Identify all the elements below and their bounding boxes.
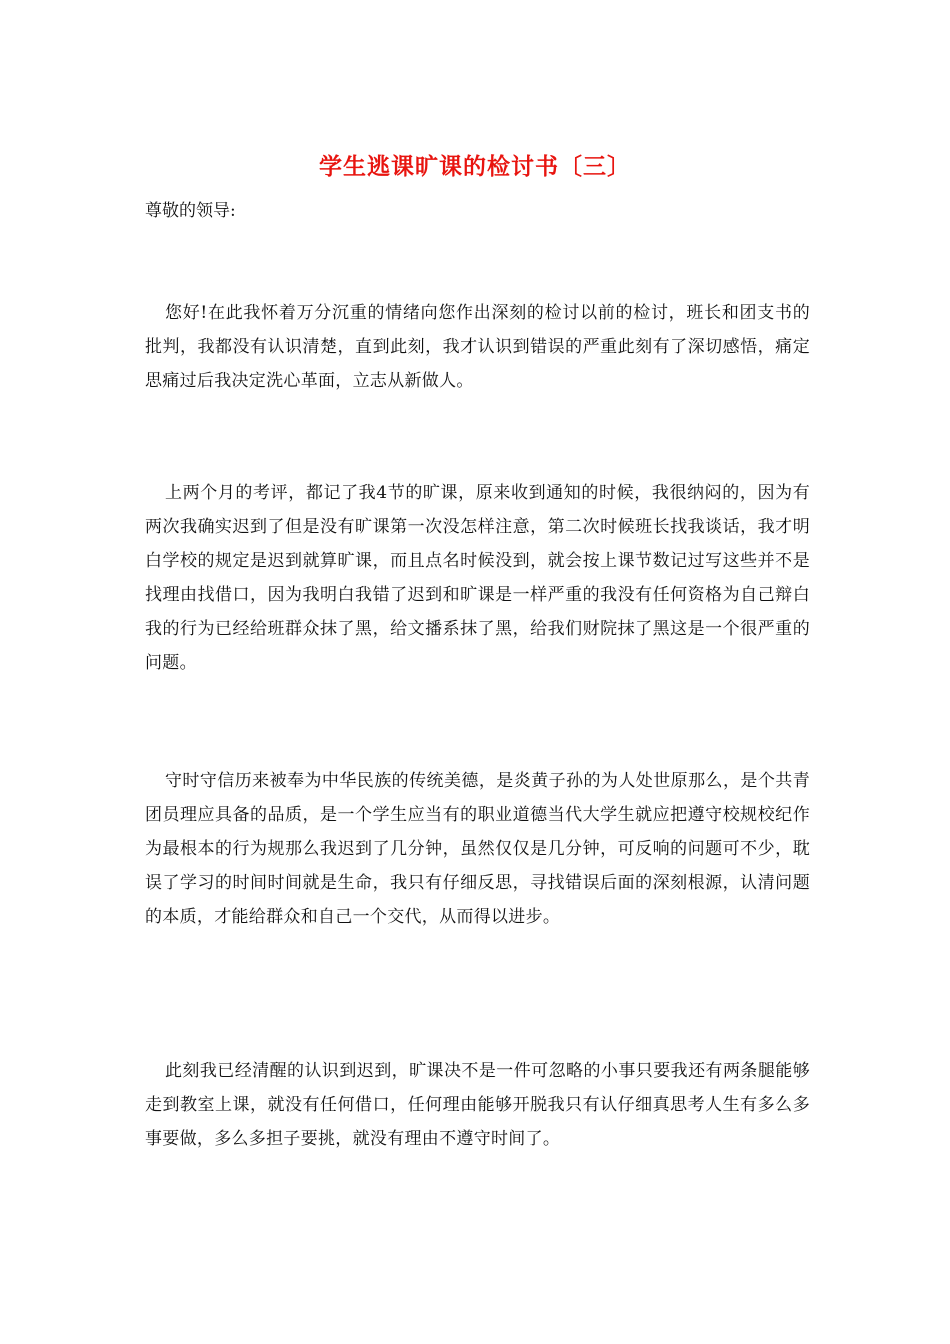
paragraph-4: 此刻我已经清醒的认识到迟到，旷课决不是一件可忽略的小事只要我还有两条腿能够走到教室上课，就没有任何借口，任何理由能够开脱我只有认仔细真思考人生有多么多事要做，多么多担子要挑，就没有理由不遵守时间了。	[145, 1061, 810, 1149]
salutation: 尊敬的领导:	[145, 201, 236, 221]
paragraph-3: 守时守信历来被奉为中华民族的传统美德，是炎黄子孙的为人处世原那么，是个共青团员理应具备的品质，是一个学生应当有的职业道德当代大学生就应把遵守校规校纪作为最根本的行为规那么我迟到了几分钟，虽然仅仅是几分钟，可反响的问题可不少，耽误了学习的时间时间就是生命，我只有仔细反思，寻找错误后面的深刻根源，认清问题的本质，才能给群众和自己一个交代，从而得以进步。	[145, 771, 810, 927]
paragraph-2: 上两个月的考评，都记了我4节的旷课，原来收到通知的时候，我很纳闷的，因为有两次我确实迟到了但是没有旷课第一次没怎样注意，第二次时候班长找我谈话，我才明白学校的规定是迟到就算旷课，而且点名时候没到，就会按上课节数记过写这些并不是找理由找借口，因为我明白我错了迟到和旷课是一样严重的我没有任何资格为自己辩白我的行为已经给班群众抹了黑，给文播系抹了黑，给我们财院抹了黑这是一个很严重的问题。	[145, 483, 810, 673]
paragraph-1: 您好!在此我怀着万分沉重的情绪向您作出深刻的检讨以前的检讨，班长和团支书的批判，我都没有认识清楚，直到此刻，我才认识到错误的严重此刻有了深切感悟，痛定思痛过后我决定洗心革面，立志从新做人。	[145, 303, 810, 391]
document-title: 学生逃课旷课的检讨书〔三〕	[319, 153, 631, 180]
